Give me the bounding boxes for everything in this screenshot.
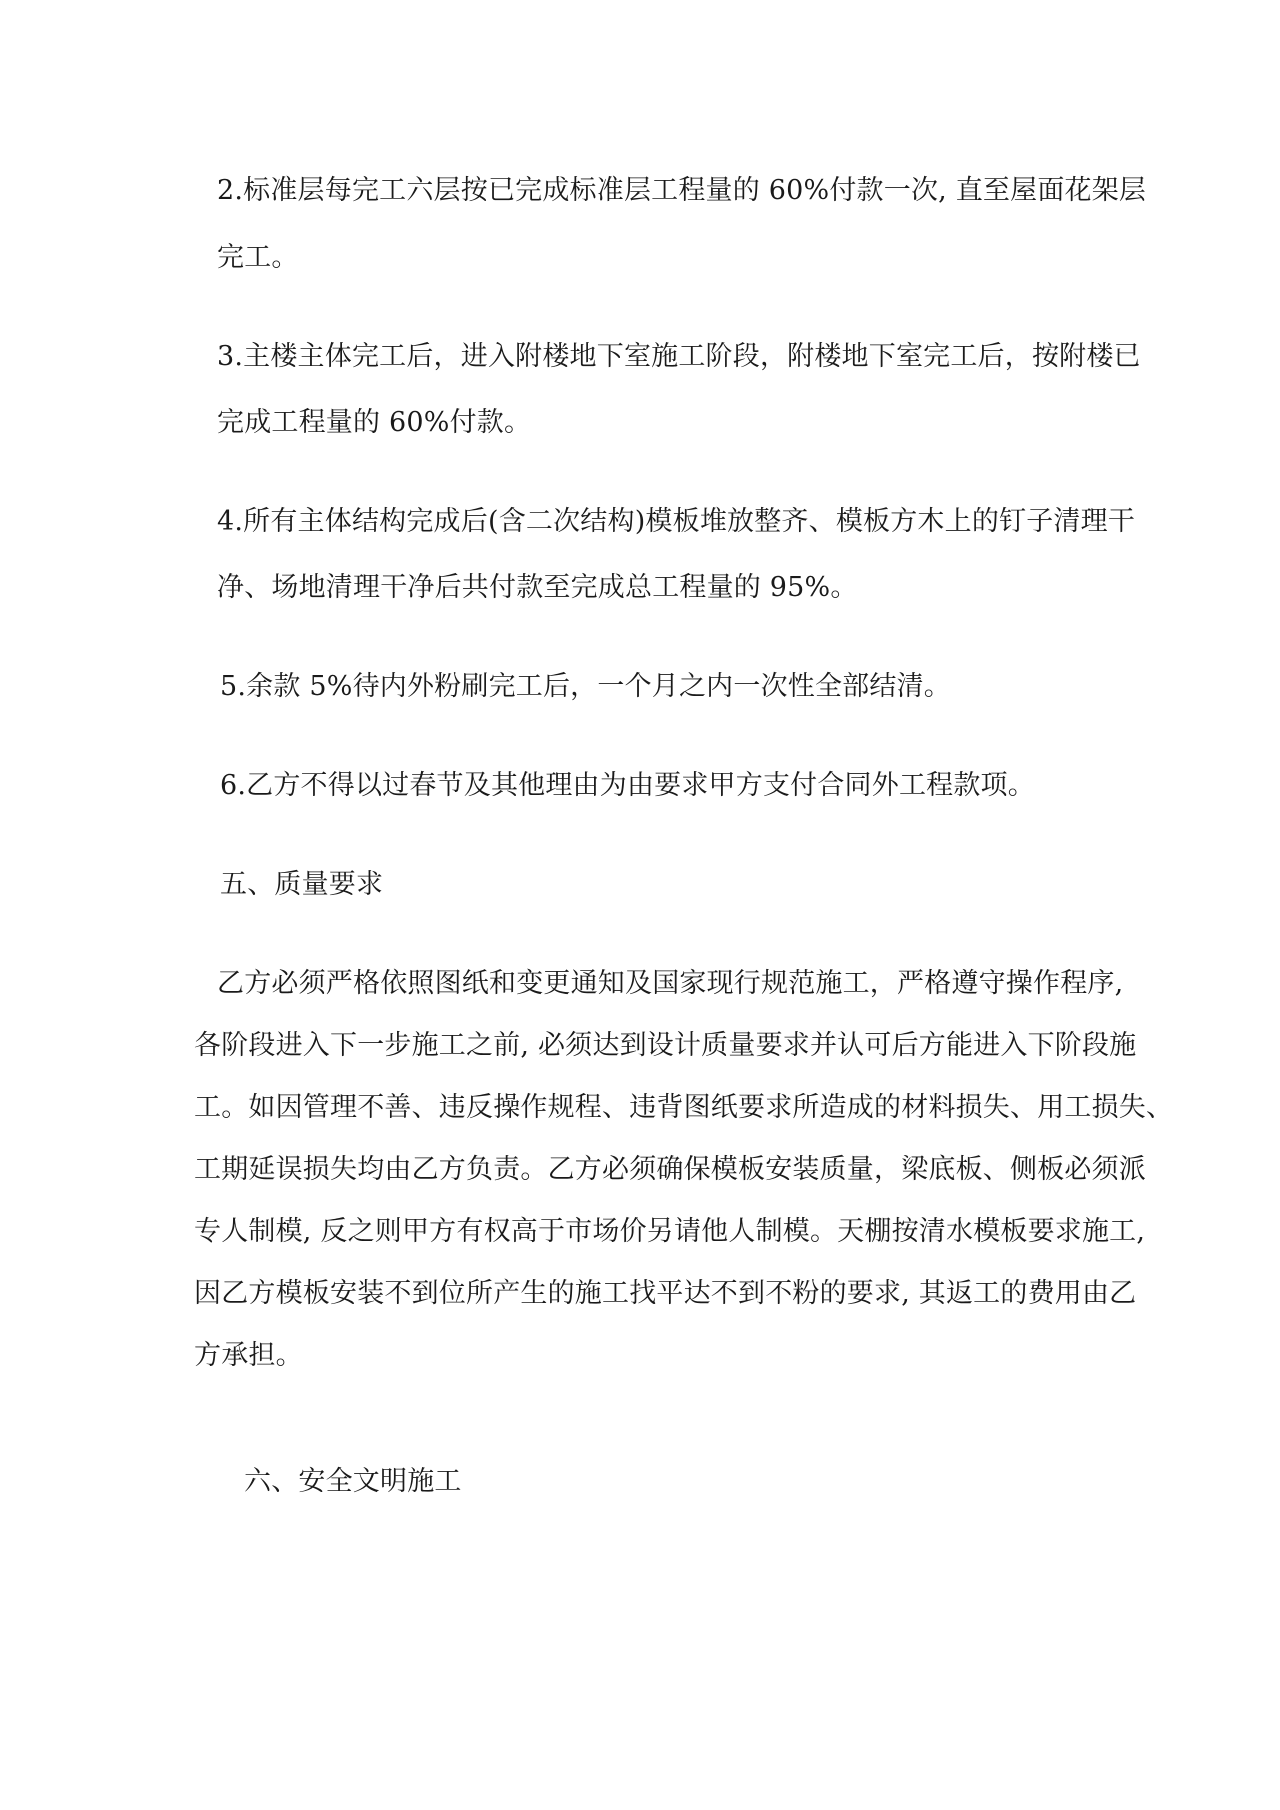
payment-item-2-line-1: 2.标准层每完工六层按已完成标准层工程量的 60%付款一次, 直至屋面花架层 <box>217 175 1147 206</box>
section-5-heading: 五、质量要求 <box>220 869 384 900</box>
payment-item-3-line-1: 3.主楼主体完工后，进入附楼地下室施工阶段，附楼地下室完工后，按附楼已 <box>217 341 1141 372</box>
section-5-line-7: 方承担。 <box>194 1340 303 1371</box>
section-5-line-5: 专人制模, 反之则甲方有权高于市场价另请他人制模。天棚按清水模板要求施工, <box>194 1216 1146 1247</box>
payment-item-5-line-1: 5.余款 5%待内外粉刷完工后，一个月之内一次性全部结清。 <box>220 671 951 702</box>
payment-item-6-line-1: 6.乙方不得以过春节及其他理由为由要求甲方支付合同外工程款项。 <box>220 770 1035 801</box>
payment-item-2-line-2: 完工。 <box>217 242 299 273</box>
payment-item-3-line-2: 完成工程量的 60%付款。 <box>217 407 532 438</box>
section-5-line-3: 工。如因管理不善、违反操作规程、违背图纸要求所造成的材料损失、用工损失、 <box>194 1092 1174 1123</box>
section-5-line-1: 乙方必须严格依照图纸和变更通知及国家现行规范施工，严格遵守操作程序, <box>217 968 1124 999</box>
payment-item-4-line-2: 净、场地清理干净后共付款至完成总工程量的 95%。 <box>217 572 858 603</box>
section-6-heading: 六、安全文明施工 <box>244 1466 462 1497</box>
payment-item-4-line-1: 4.所有主体结构完成后(含二次结构)模板堆放整齐、模板方木上的钉子清理干 <box>217 506 1136 537</box>
section-5-line-6: 因乙方模板安装不到位所产生的施工找平达不到不粉的要求, 其返工的费用由乙 <box>194 1278 1137 1309</box>
section-5-line-4: 工期延误损失均由乙方负责。乙方必须确保模板安装质量，梁底板、侧板必须派 <box>194 1154 1146 1185</box>
section-5-line-2: 各阶段进入下一步施工之前, 必须达到设计质量要求并认可后方能进入下阶段施 <box>194 1030 1137 1061</box>
